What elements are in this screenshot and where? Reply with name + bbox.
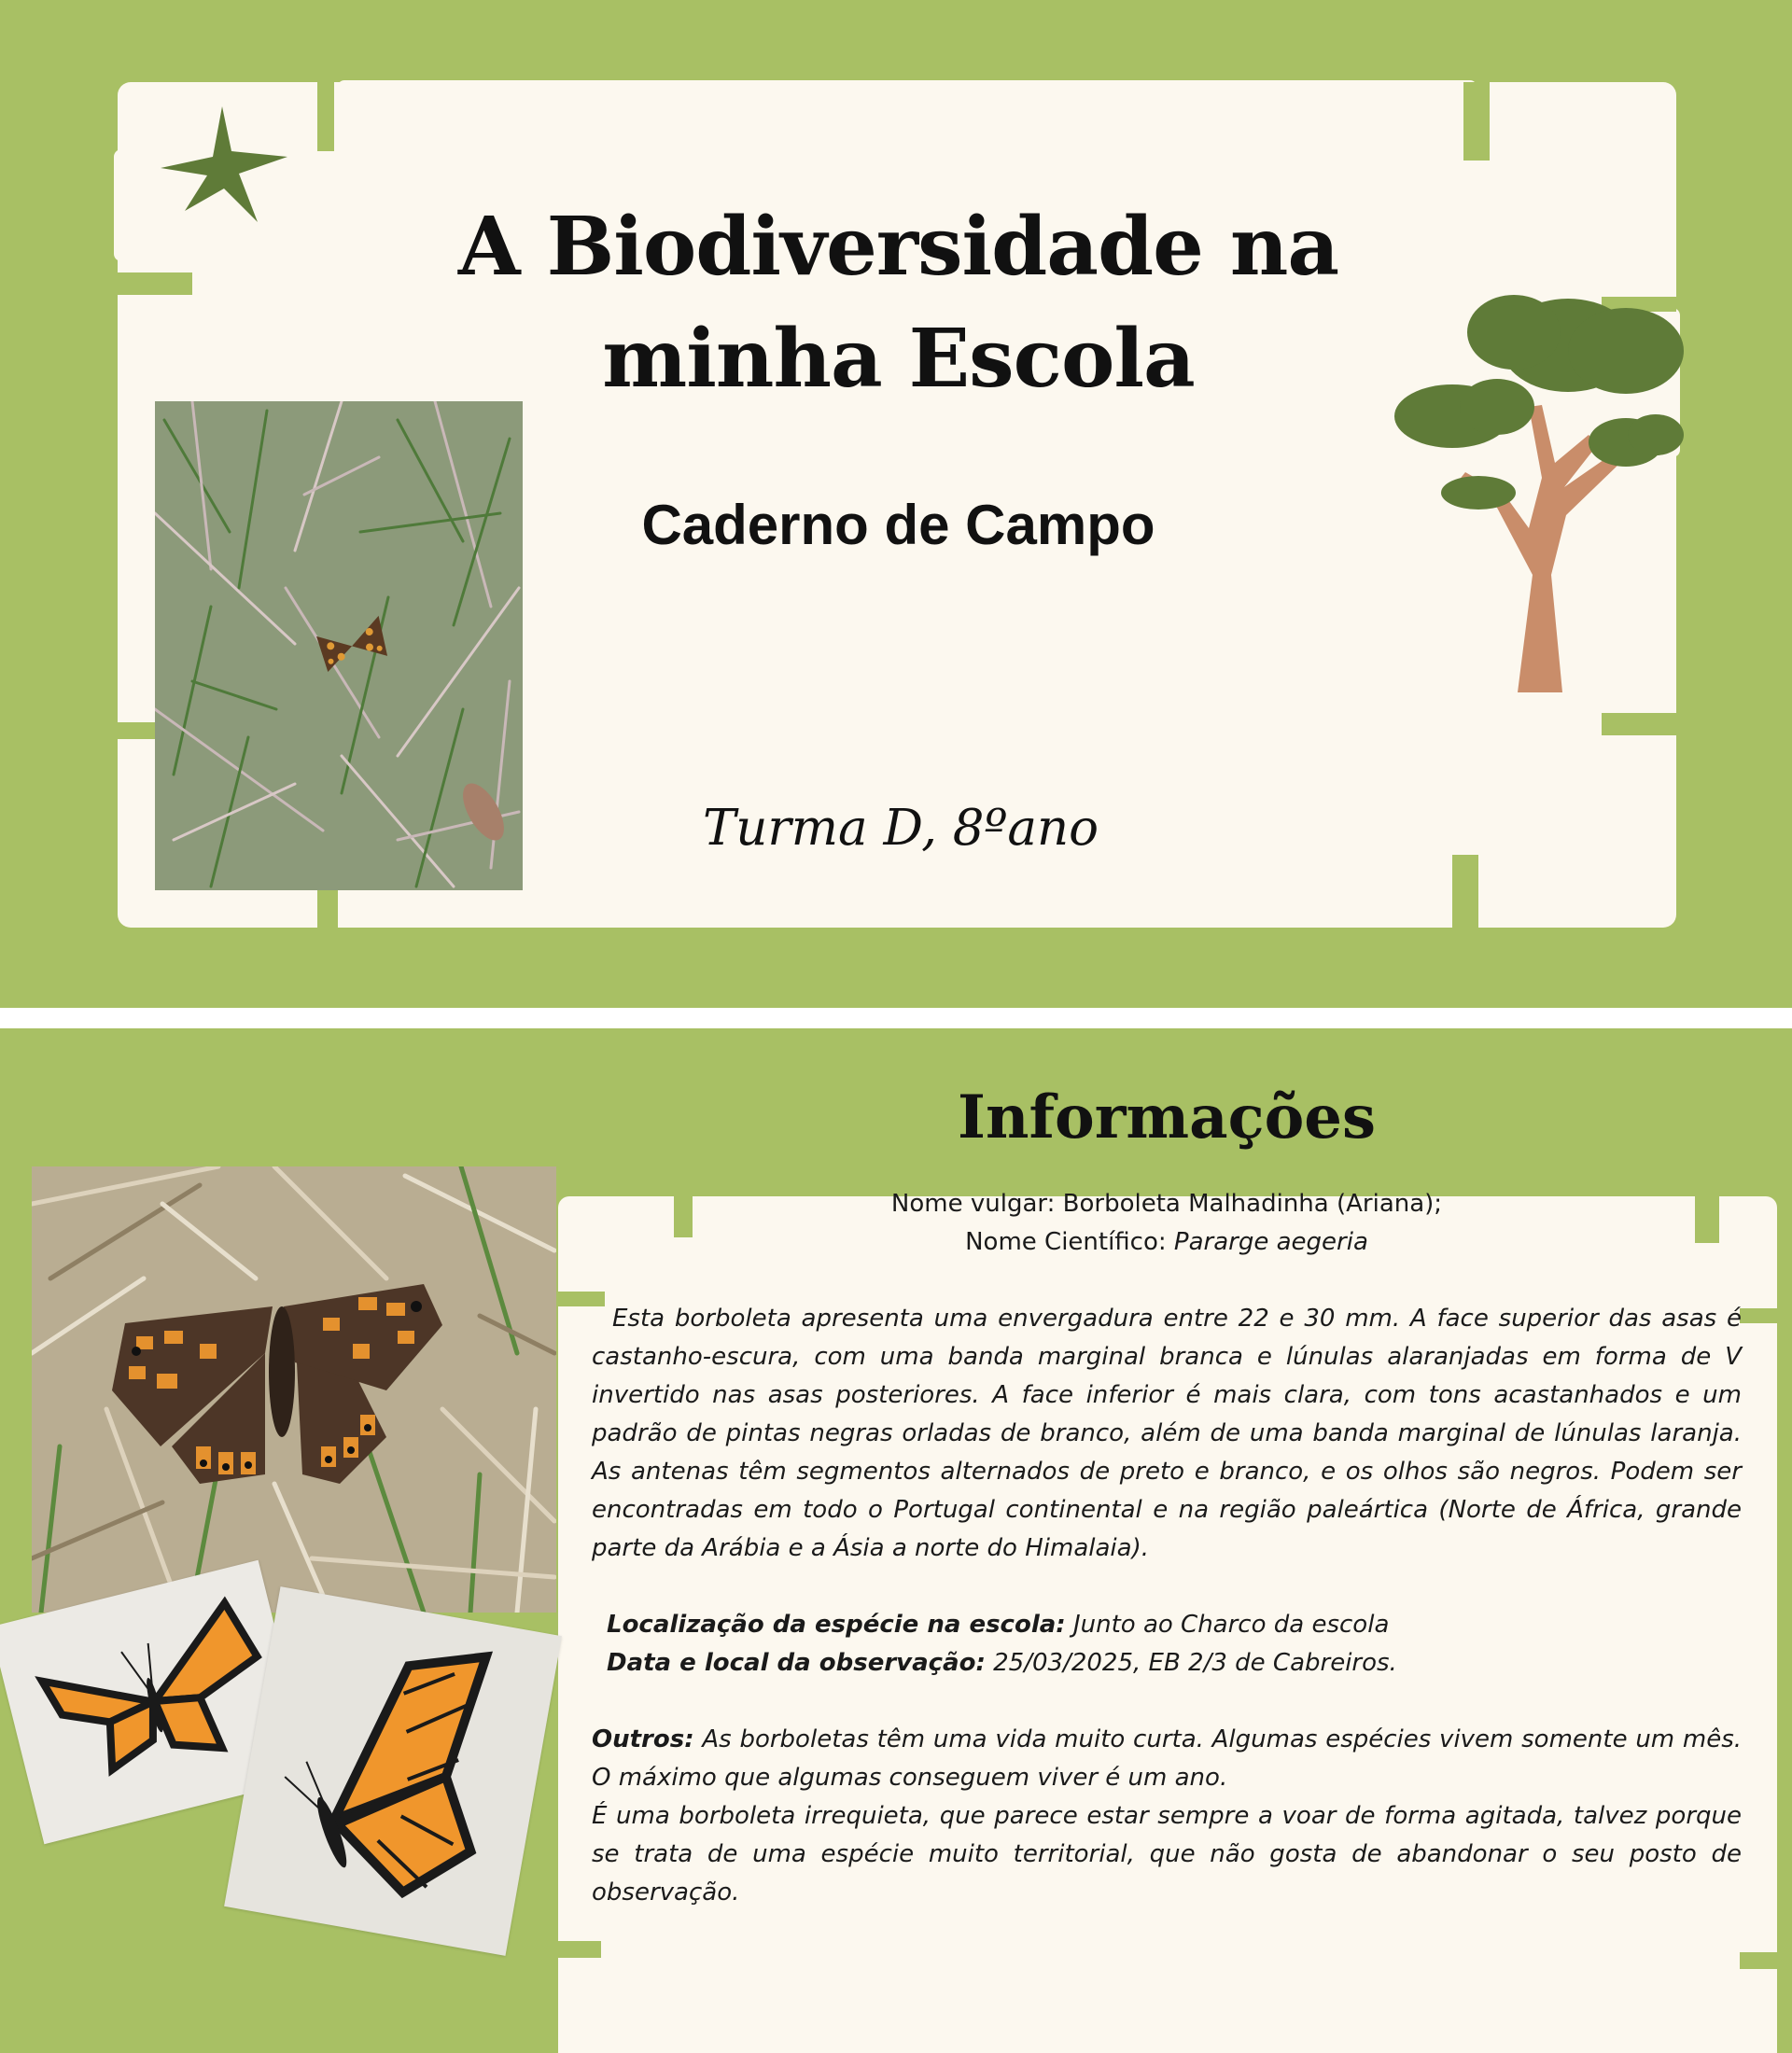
scientific-name-line	[592, 1223, 1742, 1262]
seam	[1602, 713, 1676, 735]
others-text-1: As borboletas têm uma vida muito curta. Algumas espécies vivem somente um mês. O máximo que algumas conseguem viver é um ano.	[592, 1725, 1743, 1792]
seam	[558, 1941, 601, 1958]
monarch-drawing-2	[224, 1586, 562, 1956]
common-name-label: Nome vulgar:	[890, 1190, 1056, 1218]
seam	[1740, 1308, 1777, 1323]
date-line	[592, 1644, 1742, 1683]
paper-edge	[114, 149, 133, 261]
description: Esta borboleta apresenta uma envergadura entre 22 e 30 mm. A face superior das asas é castanho-escura, com uma banda marginal branca e lúnulas alaranjadas em forma de V invertido nas asas posteriores. A face inferior é mais clara, com tons acastanhados e um padrão de pintas negras orladas de branco, além de uma banda marginal de lúnulas laranja. As antenas têm segmentos alternados de preto e branco, e os olhos são negros. Podem ser encontradas em todo o Portugal continental e na região paleártica (Norte de África, grande parte da Arábia e a Ásia a norte do Himalaia).	[592, 1305, 1742, 1562]
star-icon	[157, 103, 293, 224]
scientific-name: Pararge aegeria	[1173, 1228, 1368, 1256]
others-paragraph	[592, 1721, 1742, 1797]
class-label: Turma D, 8ºano	[702, 800, 1099, 857]
paper-edge	[338, 80, 1477, 93]
scientific-name-label: Nome Científico:	[965, 1228, 1167, 1256]
date-value: 25/03/2025, EB 2/3 de Cabreiros.	[993, 1649, 1397, 1677]
tree-icon	[1393, 295, 1687, 692]
common-name: Borboleta Malhadinha (Ariana);	[1062, 1190, 1443, 1218]
info-slide	[0, 1028, 1792, 2053]
butterfly-close-up-photo	[32, 1166, 556, 1613]
location-value: Junto ao Charco da escola	[1072, 1611, 1390, 1639]
page-title: A Biodiversidade na minha Escola	[457, 200, 1339, 406]
common-name-line	[592, 1185, 1742, 1223]
others-text-2: É uma borboleta irrequieta, que parece estar sempre a voar de forma agitada, talvez porque se trata de uma espécie muito territorial, que não gosta de abandonar o seu posto de observação.	[592, 1802, 1742, 1906]
seam	[1740, 1952, 1777, 1969]
butterfly-in-grass-photo	[155, 401, 523, 890]
cover-slide	[0, 0, 1792, 1008]
info-text	[592, 1185, 1742, 1912]
location-label: Localização da espécie na escola:	[607, 1611, 1066, 1639]
seam	[317, 82, 334, 151]
info-heading: Informações	[958, 1082, 1376, 1152]
seam	[1463, 82, 1490, 161]
seam	[118, 722, 159, 739]
location-line	[592, 1606, 1742, 1644]
subtitle: Caderno de Campo	[641, 494, 1155, 556]
seam	[1452, 855, 1478, 928]
seam	[118, 272, 192, 295]
date-label: Data e local da observação:	[607, 1649, 986, 1677]
others-label: Outros:	[592, 1725, 694, 1753]
